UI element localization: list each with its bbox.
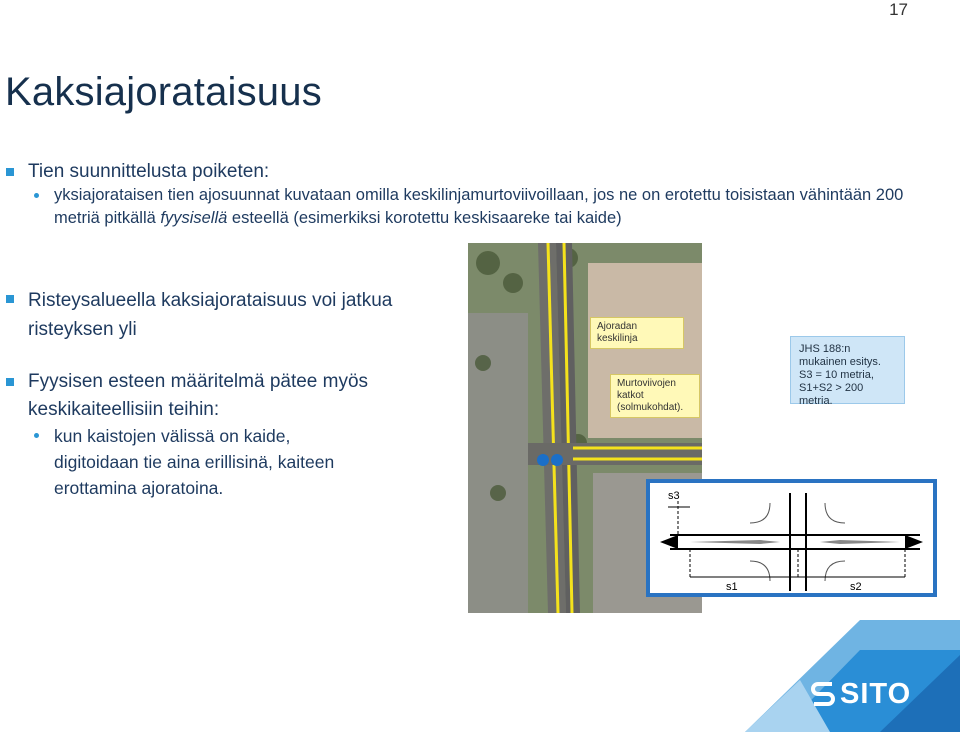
sub-bullet-1-italic: fyysisellä [160, 209, 228, 227]
sub-bullet-1-part2: esteellä (esimerkiksi korotettu keskisaareke tai kaide) [227, 209, 622, 227]
callout-jhs-note: JHS 188:n mukainen esitys. S3 = 10 metria, S1+S2 > 200 metria. [790, 336, 905, 404]
bullet-2: Risteysalueella kaksiajorataisuus voi jatkua risteyksen yli [28, 290, 393, 340]
sub-bullet-3: kun kaistojen välissä on kaide, digitoidaan tie aina erillisinä, kaiteen erottamina ajoratoina. [54, 426, 335, 498]
sub-bullet-1-part1: yksiajorataisen tien ajosuunnat kuvataan omilla keskilinjamurtoviivoillaan, jos ne on erotettu toisistaan vähintään 200 metriä pitkällä [54, 186, 904, 227]
page-number: 17 [889, 0, 908, 19]
page-title: Kaksiajorataisuus [5, 70, 322, 114]
label-s3: s3 [668, 490, 680, 502]
callout-dash-breaks: Murtoviivojen katkot (solmukohdat). [610, 374, 700, 418]
label-s1: s1 [726, 581, 738, 593]
bullet-3: Fyysisen esteen määritelmä pätee myös keskikaiteellisiin teihin: [28, 371, 369, 420]
label-s2: s2 [850, 581, 862, 593]
bullet-1: Tien suunnittelusta poiketen: [28, 161, 270, 182]
callout-centerline: Ajoradan keskilinja [590, 317, 684, 349]
sito-logo-icon [808, 678, 838, 708]
sito-logo-text: SITO [840, 678, 912, 710]
